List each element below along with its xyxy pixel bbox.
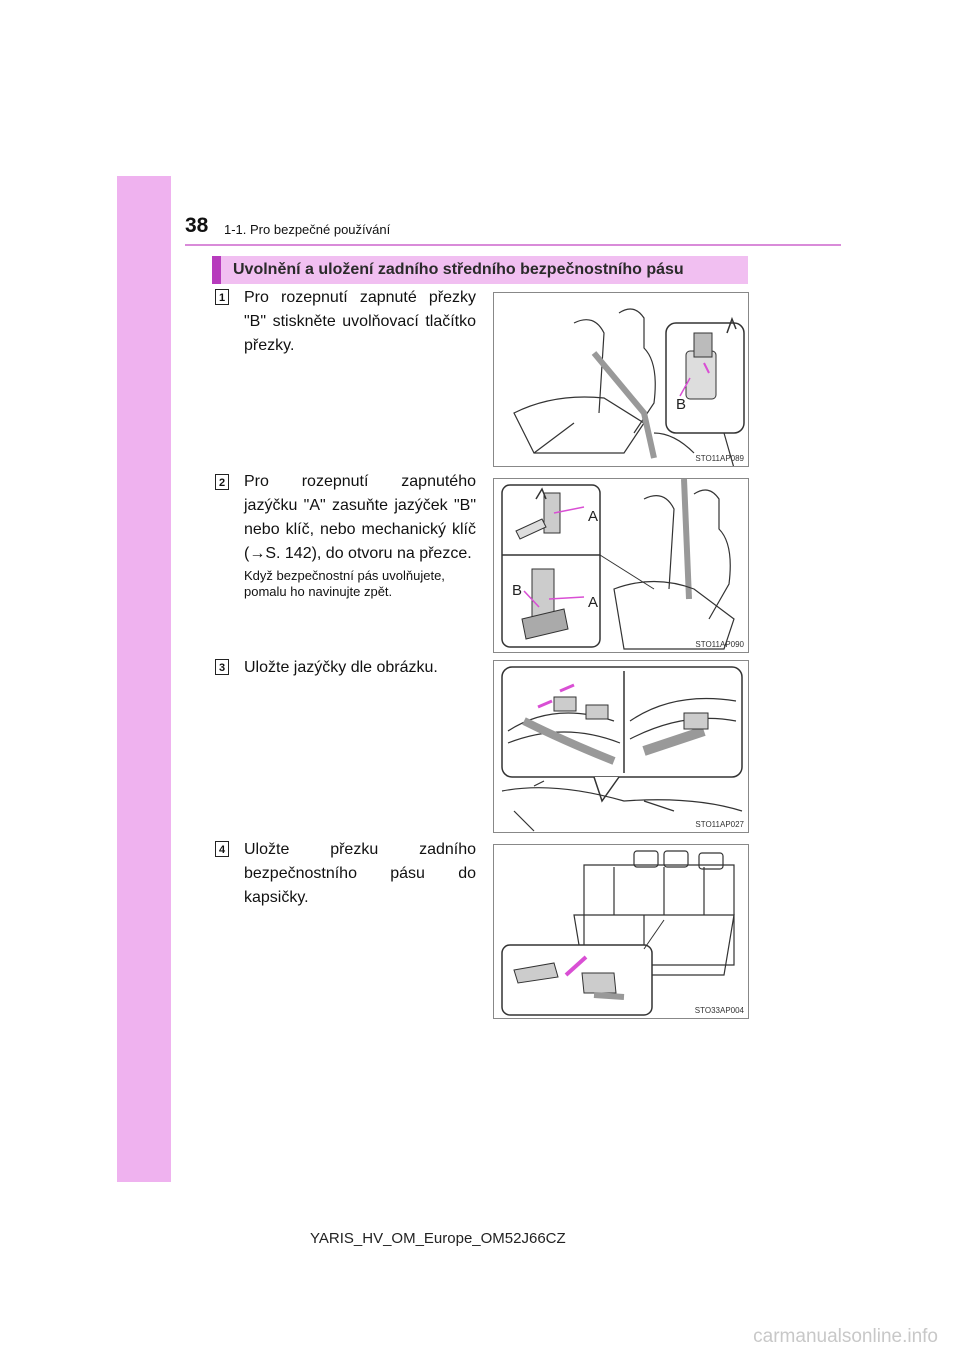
buckle-pocket-illustration — [494, 845, 749, 1019]
figure-step-3 — [493, 660, 749, 833]
step-text-4: Uložte přezku zadního bezpečnostního pásu do kapsičky. — [244, 841, 476, 906]
step-number-3: 3 — [215, 659, 229, 675]
page-number: 38 — [185, 214, 209, 237]
figure-code: STO11AP089 — [695, 454, 744, 463]
figure-step-4 — [493, 844, 749, 1019]
figure-code: STO11AP027 — [695, 820, 744, 829]
step-text-2: Pro rozepnutí zapnutého jazýčku "A" zasuňte jazýček "B" nebo klíč, nebo mechanický klíč (→S. 142), do otvoru na přezce. — [244, 473, 476, 562]
figure-step-1 — [493, 292, 749, 467]
step-text-1: Pro rozepnutí zapnuté přezky "B" stiskněte uvolňovací tlačítko přezky. — [244, 289, 476, 354]
tongue-storage-illustration — [494, 661, 749, 833]
seat-buckle-illustration — [494, 293, 749, 467]
chapter-title: 1-1. Pro bezpečné používání — [224, 222, 391, 237]
figure-code: STO11AP090 — [695, 640, 744, 649]
label-b: B — [676, 396, 687, 413]
label-a-top: A — [588, 508, 599, 525]
watermark: carmanualsonline.info — [753, 1326, 938, 1347]
header-divider — [185, 244, 841, 246]
figure-step-2 — [493, 478, 749, 653]
document-footer: YARIS_HV_OM_Europe_OM52J66CZ — [310, 1230, 566, 1247]
step-note-2: Když bezpečnostní pás uvolňujete, pomalu ho navinujte zpět. — [244, 568, 445, 599]
figure-code: STO33AP004 — [694, 1006, 744, 1015]
step-text-3: Uložte jazýčky dle obrázku. — [244, 659, 438, 676]
step-number-4: 4 — [215, 841, 229, 857]
chapter-side-tab — [117, 176, 171, 1182]
step-number-2: 2 — [215, 474, 229, 490]
label-b: B — [512, 582, 523, 599]
section-title: Uvolnění a uložení zadního středního bezpečnostního pásu — [212, 256, 748, 284]
seat-tongue-illustration — [494, 479, 749, 653]
step-number-1: 1 — [215, 289, 229, 305]
label-a-bottom: A — [588, 594, 599, 611]
